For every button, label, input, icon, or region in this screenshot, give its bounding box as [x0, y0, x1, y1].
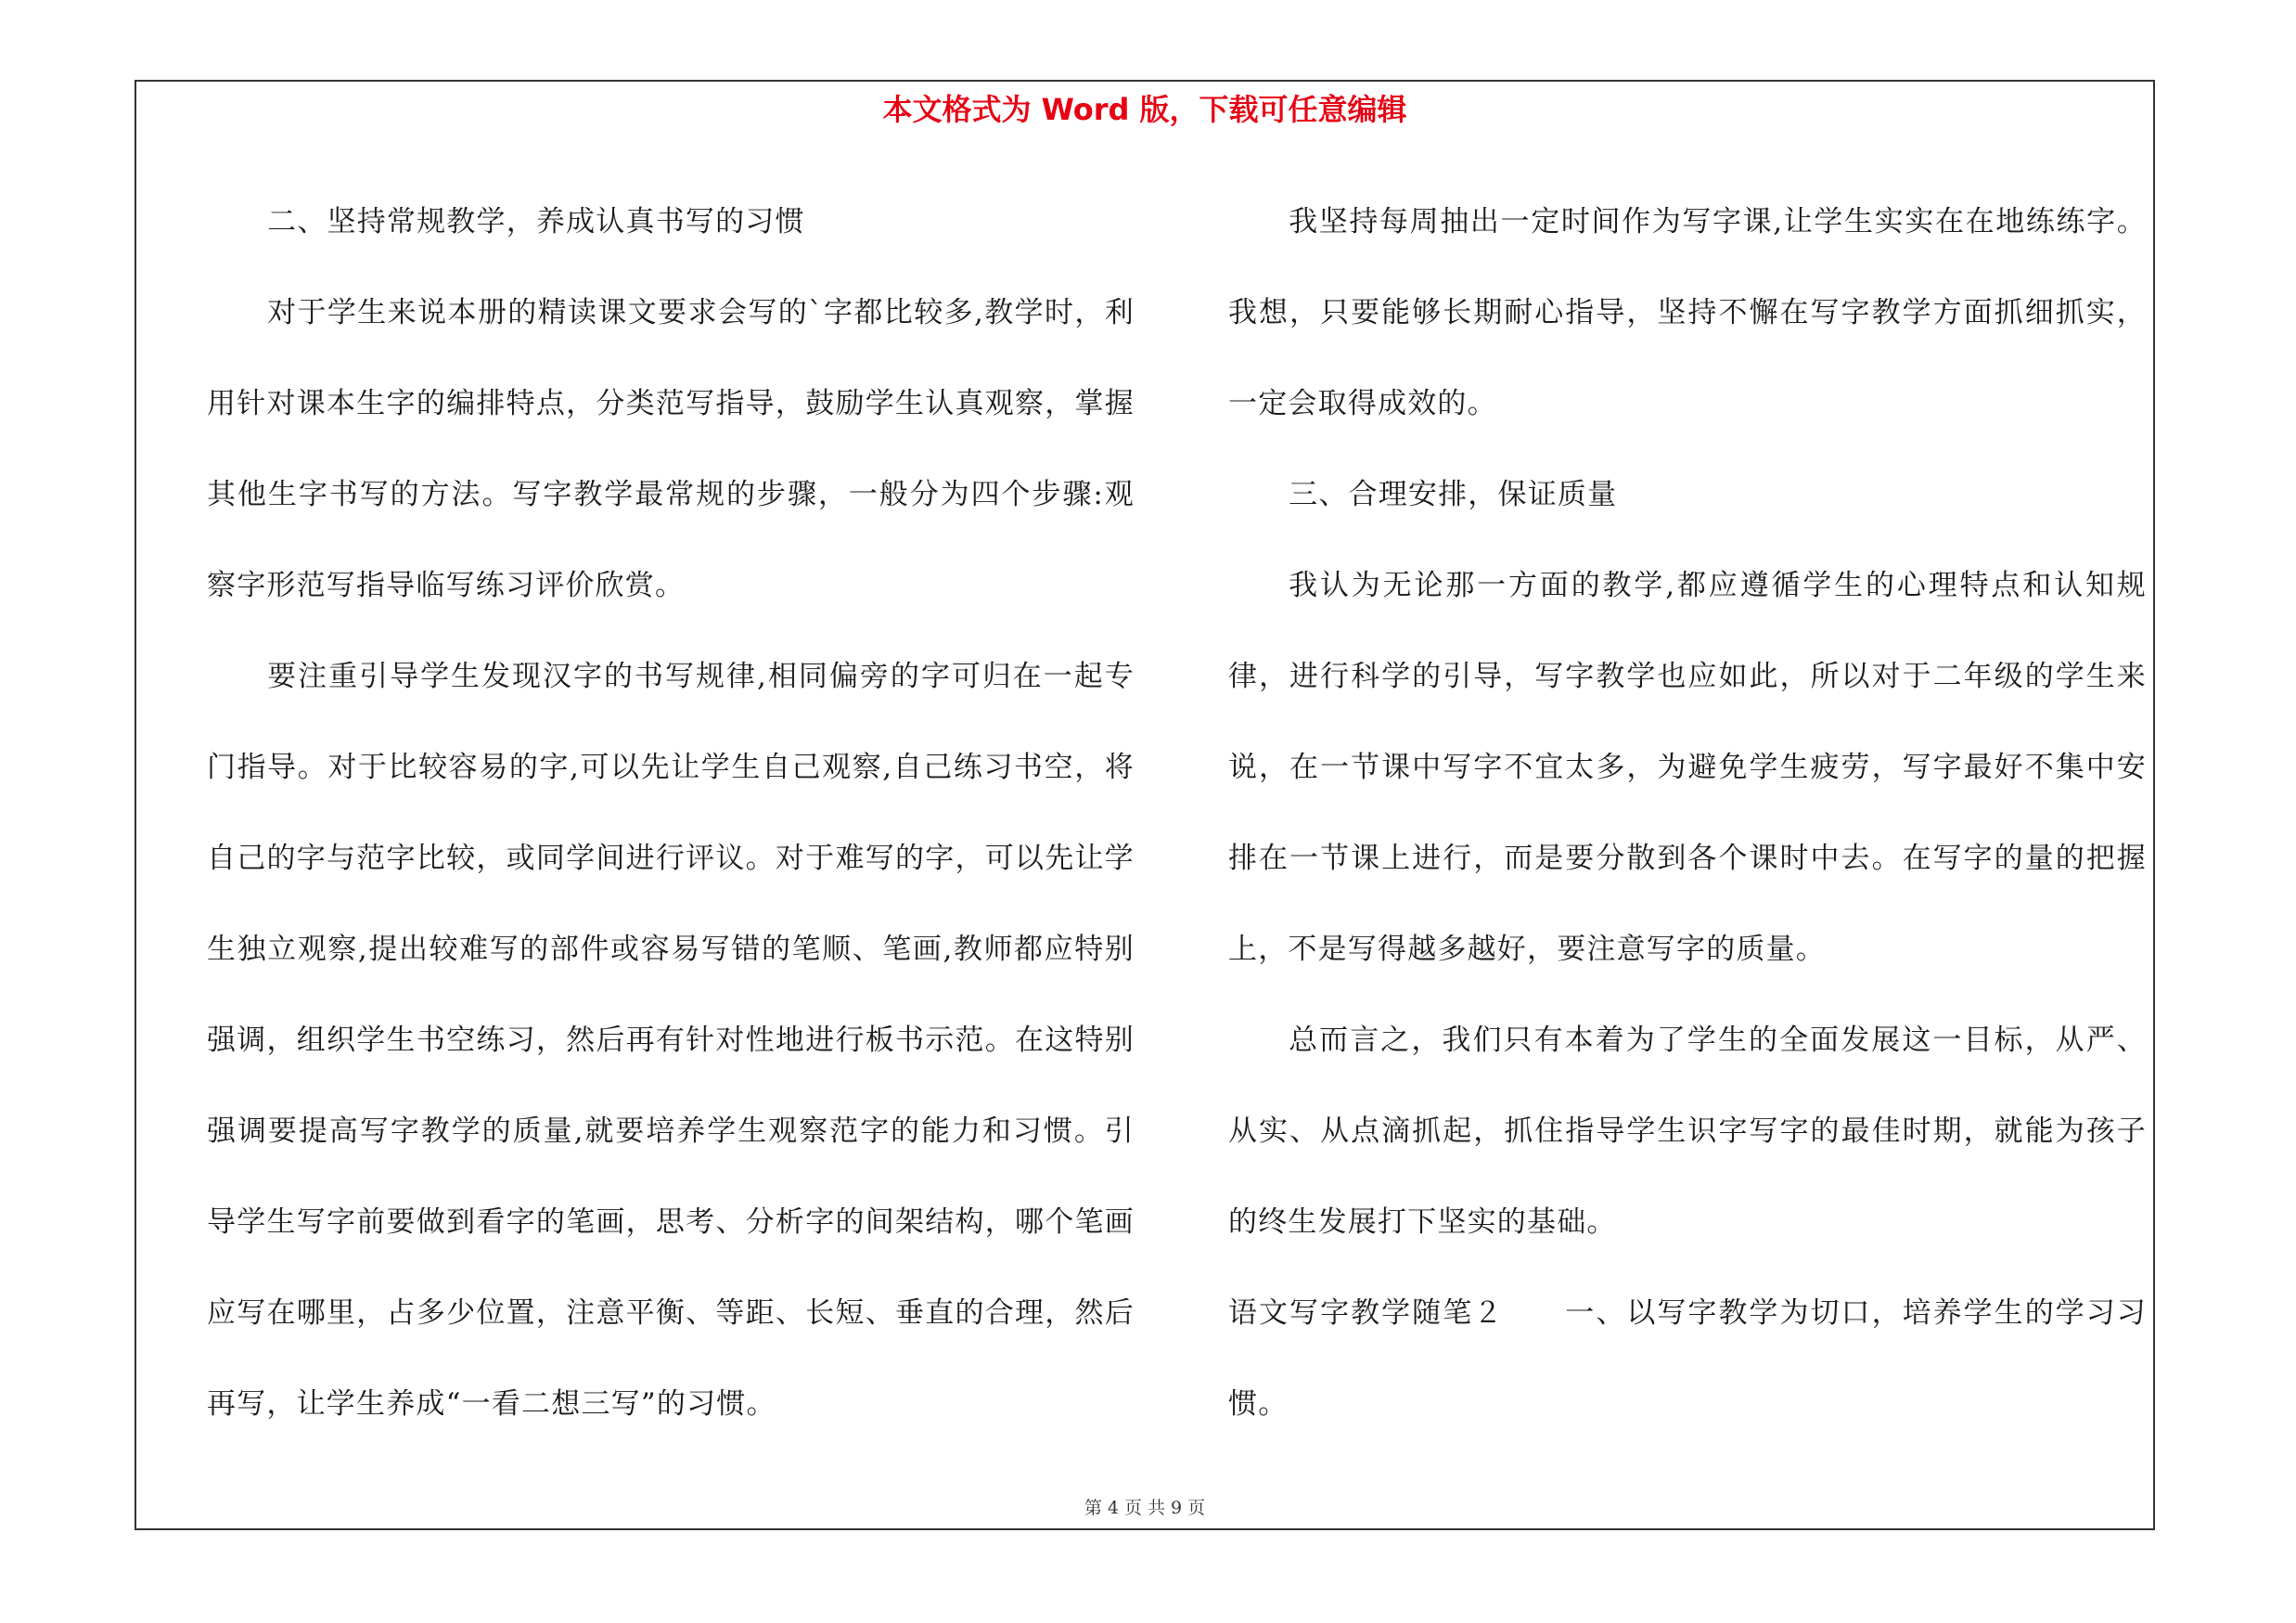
essay-2-start: 语文写字教学随笔２ 一、以写字教学为切口，培养学生的学习习惯。	[1228, 1296, 2147, 1421]
left-column	[207, 176, 1144, 1449]
word-format-banner: 本文格式为 Word 版，下载可任意编辑	[882, 92, 1407, 127]
right-column	[1228, 176, 2167, 1449]
section-heading-2: 二、坚持常规教学，养成认真书写的习惯	[267, 205, 805, 238]
paragraph: 对于学生来说本册的精读课文要求会写的`字都比较多,教学时，利用针对课本生字的编排特点，分类范写指导，鼓励学生认真观察，掌握其他生字书写的方法。写字教学最常规的步骤，一般分为四个步骤:观察字形范写指导临写练习评价欣赏。	[207, 296, 1135, 602]
paragraph: 要注重引导学生发现汉字的书写规律,相同偏旁的字可归在一起专门指导。对于比较容易的字,可以先让学生自己观察,自己练习书空，将自己的字与范字比较，或同学间进行评议。对于难写的字，可以先让学生独立观察,提出较难写的部件或容易写错的笔顺、笔画,教师都应特别强调，组织学生书空练习，然后再有针对性地进行板书示范。在这特别强调要提高写字教学的质量,就要培养学生观察范字的能力和习惯。引导学生写字前要做到看字的笔画，思考、分析字的间架结构，哪个笔画应写在哪里，占多少位置，注意平衡、等距、长短、垂直的合理，然后再写，让学生养成“一看二想三写”的习惯。	[207, 660, 1135, 1421]
section-heading-3: 三、合理安排，保证质量	[1289, 478, 1618, 511]
paragraph: 我认为无论那一方面的教学,都应遵循学生的心理特点和认知规律，进行科学的引导，写字教学也应如此，所以对于二年级的学生来说，在一节课中写字不宜太多，为避免学生疲劳，写字最好不集中安排在一节课上进行，而是要分散到各个课时中去。在写字的量的把握上，不是写得越多越好，要注意写字的质量。	[1228, 569, 2147, 966]
page-number: 第 4 页 共 9 页	[1084, 1498, 1206, 1518]
paragraph: 总而言之，我们只有本着为了学生的全面发展这一目标，从严、从实、从点滴抓起，抓住指导学生识字写字的最佳时期，就能为孩子的终生发展打下坚实的基础。	[1228, 1024, 2147, 1239]
paragraph: 我坚持每周抽出一定时间作为写字课,让学生实实在在地练练字。我想，只要能够长期耐心指导，坚持不懈在写字教学方面抓细抓实，一定会取得成效的。	[1228, 205, 2147, 420]
page-frame	[135, 80, 2155, 1530]
